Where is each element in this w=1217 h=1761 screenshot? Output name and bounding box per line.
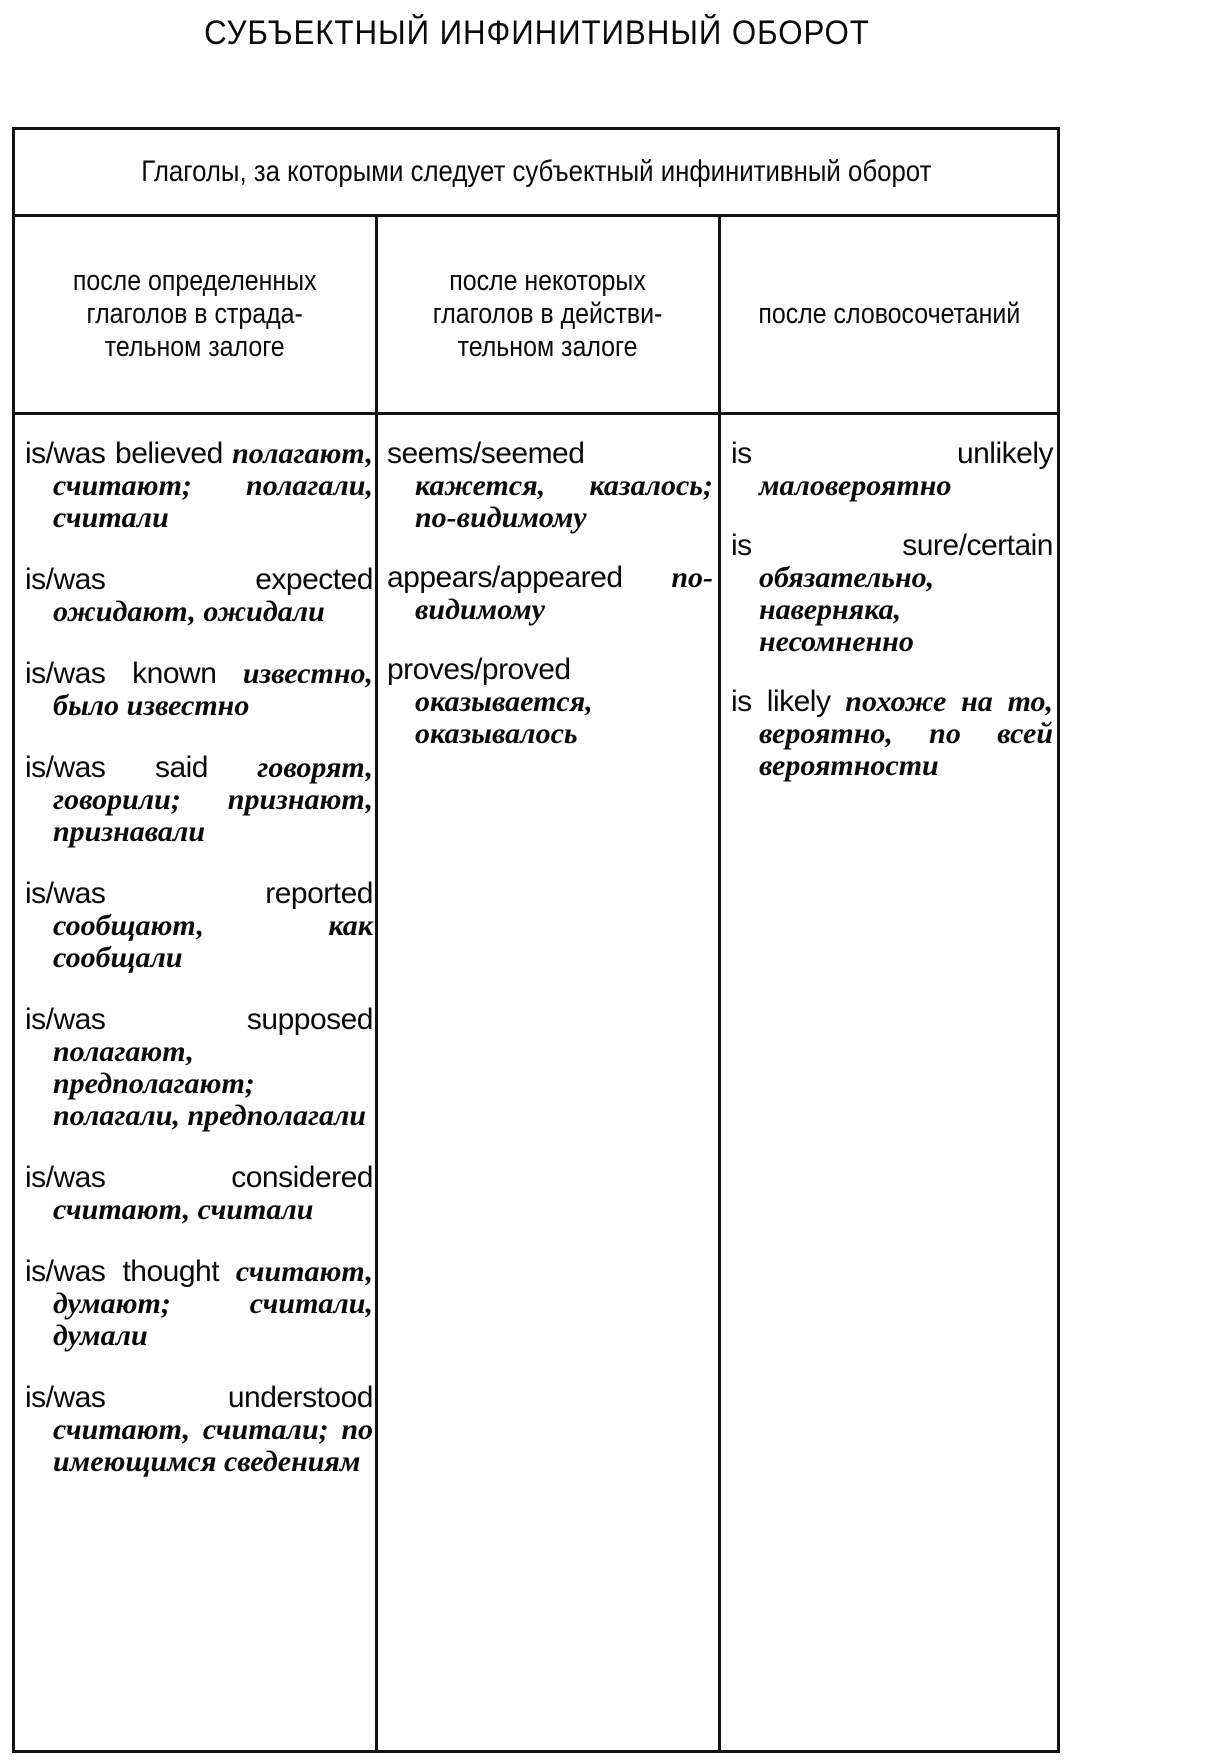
russian-translation: говорят, говорили; признают, признавали xyxy=(53,751,374,848)
column-active-entries xyxy=(387,438,713,778)
column-headers-row xyxy=(15,217,1057,415)
english-phrase: seems/seemed xyxy=(387,437,585,470)
english-phrase: is/was thought xyxy=(25,1255,220,1288)
table-entry xyxy=(25,878,373,974)
table-entry xyxy=(731,438,1053,502)
table-main-header xyxy=(15,130,1057,217)
english-phrase: is likely xyxy=(731,685,831,718)
russian-translation: маловероятно xyxy=(759,469,952,502)
english-phrase: is/was expected xyxy=(25,563,373,596)
russian-translation: по-видимому xyxy=(415,561,713,626)
english-phrase: is/was considered xyxy=(25,1161,373,1194)
table-entry xyxy=(25,1256,373,1352)
russian-translation: обязательно, наверняка, несомненно xyxy=(759,561,935,658)
russian-translation: известно, было известно xyxy=(53,657,373,722)
table-entry xyxy=(25,438,373,534)
russian-translation: считают, считали xyxy=(53,1193,314,1226)
russian-translation: полагают, предполагают; полагали, предполагали xyxy=(53,1035,367,1132)
table-entry xyxy=(25,564,373,628)
russian-translation: сообщают, как сообщали xyxy=(53,909,373,974)
column-divider xyxy=(718,217,721,1750)
table-entry xyxy=(387,654,713,750)
table-entry xyxy=(731,686,1053,782)
main-header-text: Глаголы, за которыми следует субъектный инфинитивный оборот xyxy=(140,155,932,188)
column-header-phrases: после словосочетаний xyxy=(758,298,1020,330)
russian-translation: похоже на то, вероятно, по всей вероятности xyxy=(759,685,1054,782)
english-phrase: is/was reported xyxy=(25,877,373,910)
table-entry xyxy=(25,658,373,722)
russian-translation: кажется, казалось; по-видимому xyxy=(415,469,713,534)
english-phrase: is/was believed xyxy=(25,437,223,470)
russian-translation: оказывается, оказывалось xyxy=(415,685,593,750)
russian-translation: считают, считали; по имеющимся сведениям xyxy=(53,1413,373,1478)
table-entry xyxy=(25,752,373,848)
page-title: СУБЪЕКТНЫЙ ИНФИНИТИВНЫЙ ОБОРОТ xyxy=(204,14,870,52)
table-entry xyxy=(25,1382,373,1478)
english-phrase: is unlikely xyxy=(731,437,1053,470)
english-phrase: is/was known xyxy=(25,657,217,690)
english-phrase: is/was understood xyxy=(25,1381,373,1414)
column-divider xyxy=(375,217,378,1750)
english-phrase: is/was supposed xyxy=(25,1003,373,1036)
english-phrase: is/was said xyxy=(25,751,208,784)
table-entry xyxy=(387,562,713,626)
table-entry xyxy=(25,1162,373,1226)
column-passive-entries xyxy=(25,438,373,1508)
english-phrase: is sure/certain xyxy=(731,529,1053,562)
russian-translation: полагают, считают; полагали, считали xyxy=(53,437,374,534)
column-header-passive: после определенных глаголов в страда- тельном залоге xyxy=(73,265,317,363)
table-entry xyxy=(387,438,713,534)
column-phrase-entries xyxy=(731,438,1053,810)
english-phrase: proves/proved xyxy=(387,653,571,686)
russian-translation: ожидают, ожидали xyxy=(53,595,325,628)
table-entry xyxy=(731,530,1053,658)
english-phrase: appears/appeared xyxy=(387,561,623,594)
column-header-active: после некоторых глаголов в действи- тельном залоге xyxy=(433,265,663,363)
russian-translation: считают, думают; считали, думали xyxy=(53,1255,374,1352)
verb-table xyxy=(12,127,1060,1753)
table-entry xyxy=(25,1004,373,1132)
